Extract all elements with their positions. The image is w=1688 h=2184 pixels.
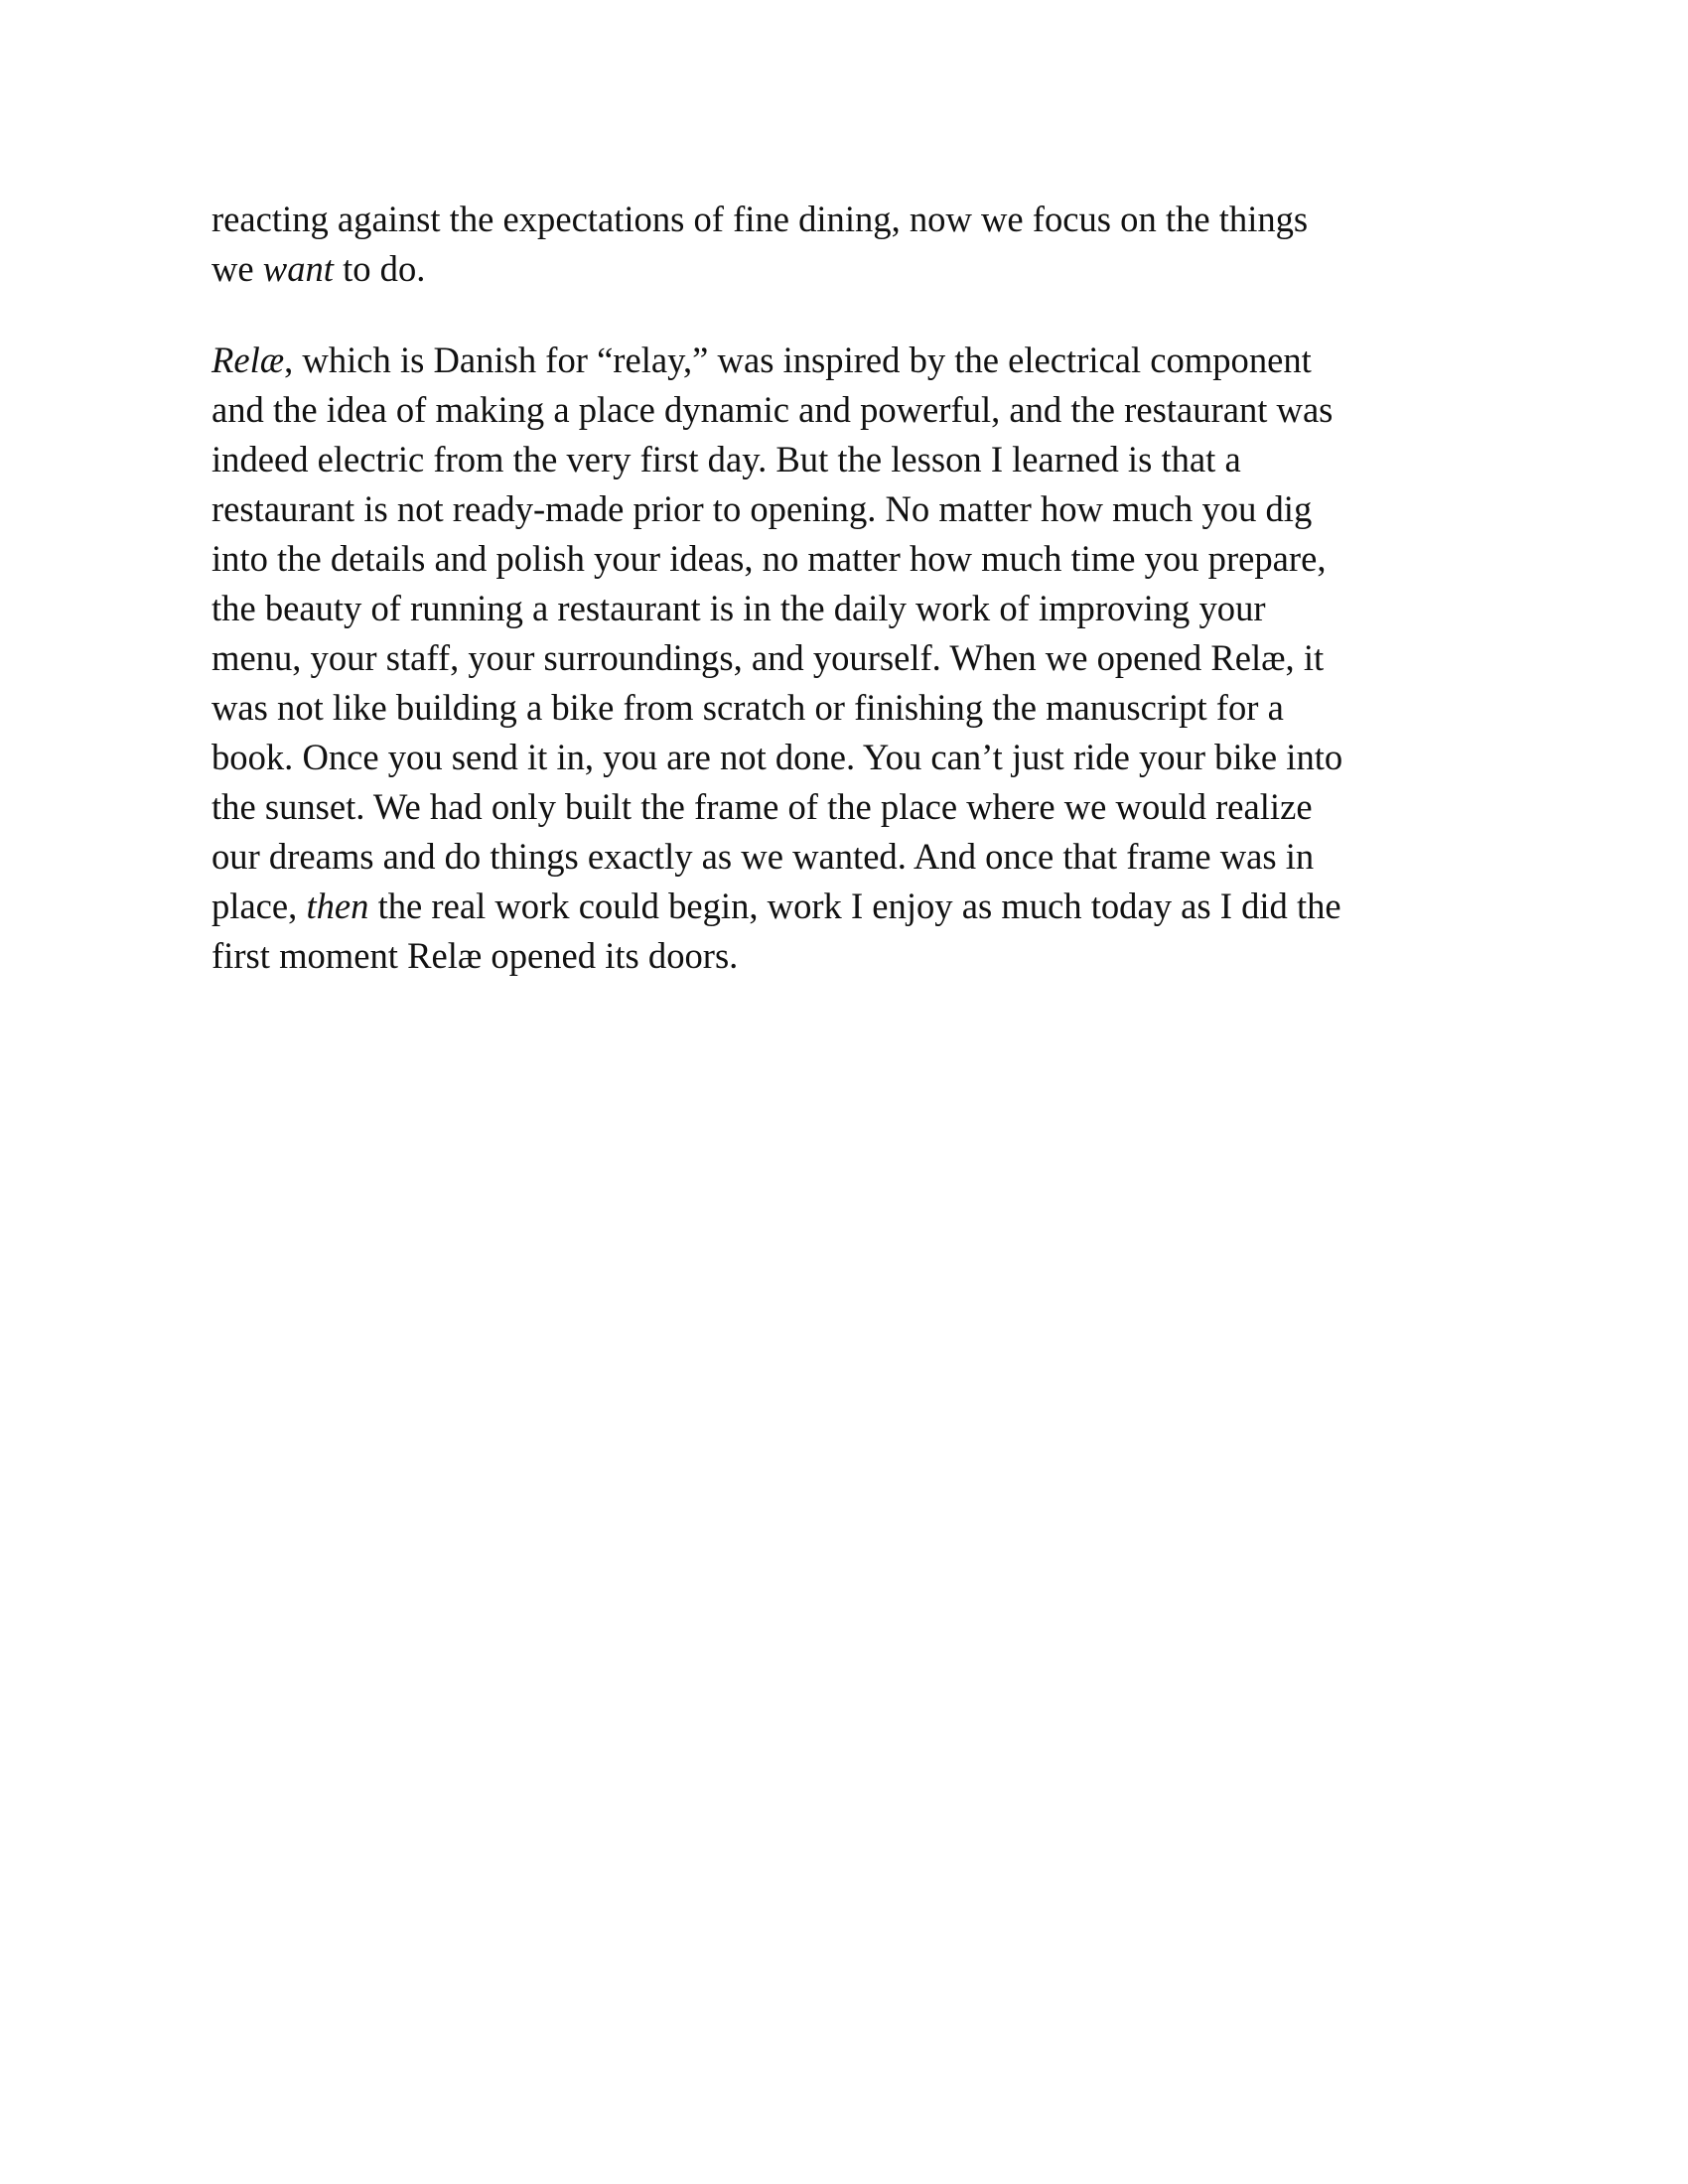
text-run: first moment Relæ opened its doors. [211, 935, 739, 976]
text-line [211, 484, 1492, 534]
text-line [211, 584, 1492, 633]
text-run: our dreams and do things exactly as we wanted. And once that frame was in [211, 836, 1315, 877]
text-line [211, 931, 1492, 981]
text-run: restaurant is not ready-made prior to opening. No matter how much you dig [211, 488, 1313, 529]
text-line [211, 733, 1492, 782]
text-line [211, 195, 1492, 244]
italic-text-run: then [306, 886, 369, 926]
body-text [211, 195, 1492, 981]
text-run: book. Once you send it in, you are not done. You can’t just ride your bike into [211, 737, 1343, 777]
text-run: into the details and polish your ideas, no matter how much time you prepare, [211, 538, 1327, 579]
text-line [211, 633, 1492, 683]
text-run: was not like building a bike from scratch or finishing the manuscript for a [211, 687, 1284, 728]
text-run: the sunset. We had only built the frame of the place where we would realize [211, 786, 1313, 827]
text-run: the beauty of running a restaurant is in the daily work of improving your [211, 588, 1266, 628]
text-line [211, 385, 1492, 435]
text-run: indeed electric from the very first day. But the lesson I learned is that a [211, 439, 1241, 479]
text-line [211, 832, 1492, 882]
text-run: reacting against the expectations of fine dining, now we focus on the things [211, 199, 1309, 239]
text-run: we [211, 248, 263, 289]
text-line [211, 683, 1492, 733]
text-line [211, 882, 1492, 931]
italic-text-run: want [262, 248, 334, 289]
text-run: to do. [333, 248, 426, 289]
italic-text-run: Relæ [211, 340, 285, 380]
paragraph [211, 195, 1492, 294]
text-line [211, 336, 1492, 385]
text-run: and the idea of making a place dynamic and powerful, and the restaurant was [211, 389, 1334, 430]
paragraph-spacer [211, 294, 1492, 336]
text-run: place, [211, 886, 307, 926]
text-line [211, 435, 1492, 484]
text-run: , which is Danish for “relay,” was inspired by the electrical component [284, 340, 1312, 380]
text-run: menu, your staff, your surroundings, and yourself. When we opened Relæ, it [211, 637, 1325, 678]
text-line [211, 782, 1492, 832]
text-line [211, 534, 1492, 584]
paragraph [211, 336, 1492, 981]
text-line [211, 244, 1492, 294]
text-run: the real work could begin, work I enjoy as much today as I did the [368, 886, 1341, 926]
